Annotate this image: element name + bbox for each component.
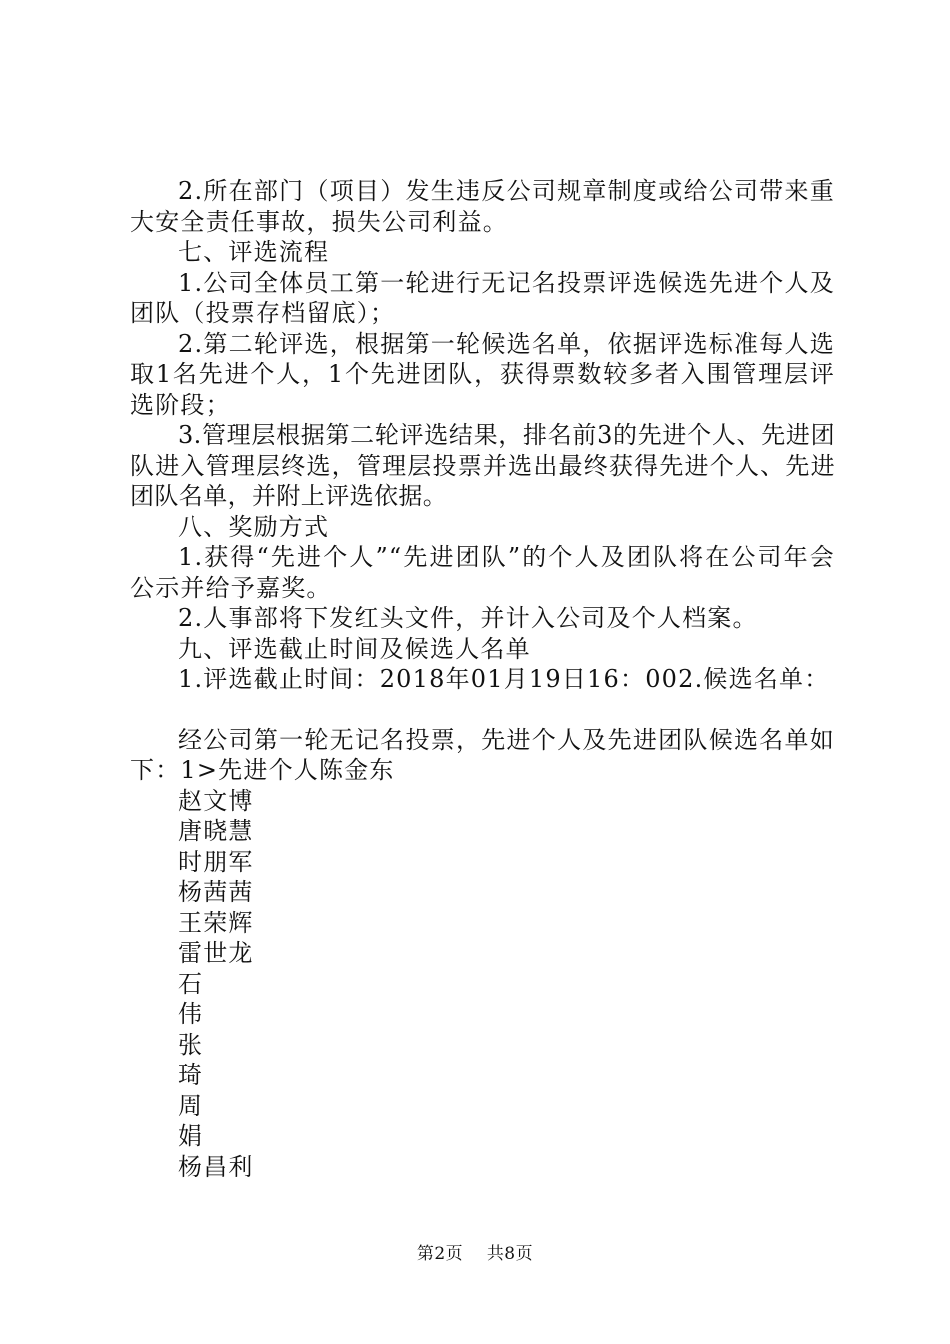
- candidate-name: 伟: [178, 1000, 204, 1028]
- candidate-name: 杨茜茜: [178, 878, 254, 906]
- candidate-name: 娟: [178, 1122, 204, 1150]
- page-number-current: 第2页: [416, 1244, 464, 1264]
- candidate-name: 琦: [178, 1061, 204, 1089]
- paragraph-process-step-2: 2.第二轮评选，根据第一轮候选名单，依据评选标准每人选取1名先进个人，1个先进团队，获得票数较多者入围管理层评选阶段；: [130, 329, 835, 419]
- candidate-name: 周: [178, 1091, 204, 1120]
- section-heading-reward-method: 八、奖励方式: [178, 512, 330, 541]
- paragraph-candidate-intro: 经公司第一轮无记名投票，先进个人及先进团队候选名单如下：1>先进个人陈金东: [130, 725, 835, 784]
- paragraph-process-step-1: 1.公司全体员工第一轮进行无记名投票评选候选先进个人及团队（投票存档留底）；: [130, 268, 835, 327]
- paragraph-reward-2: 2.人事部将下发红头文件，并计入公司及个人档案。: [178, 604, 758, 632]
- candidate-name: 杨昌利: [178, 1152, 254, 1181]
- paragraph-violation-clause: 2.所在部门（项目）发生违反公司规章制度或给公司带来重大安全责任事故，损失公司利益。: [130, 177, 835, 236]
- document-body: [130, 176, 835, 1182]
- candidate-name: 赵文博: [178, 786, 254, 815]
- candidate-name: 王荣辉: [178, 908, 254, 937]
- section-heading-deadline-candidates: 九、评选截止时间及候选人名单: [178, 634, 531, 663]
- page-footer: [0, 1243, 950, 1265]
- page-number-total: 共8页: [486, 1244, 534, 1264]
- candidate-name: 张: [178, 1030, 204, 1059]
- candidate-name: 时朋军: [178, 847, 254, 876]
- paragraph-deadline: 1.评选截止时间：2018年01月19日16：002.候选名单：: [178, 665, 830, 693]
- section-heading-selection-process: 七、评选流程: [178, 238, 330, 266]
- candidate-name: 石: [178, 969, 204, 998]
- candidate-name: 唐晓慧: [178, 817, 254, 845]
- paragraph-reward-1: 1.获得“先进个人”“先进团队”的个人及团队将在公司年会公示并给予嘉奖。: [130, 543, 835, 602]
- paragraph-process-step-3: 3.管理层根据第二轮评选结果，排名前3的先进个人、先进团队进入管理层终选，管理层投票并选出最终获得先进个人、先进团队名单，并附上评选依据。: [130, 421, 835, 510]
- candidate-list: [130, 786, 835, 1183]
- candidate-name: 雷世龙: [178, 939, 254, 967]
